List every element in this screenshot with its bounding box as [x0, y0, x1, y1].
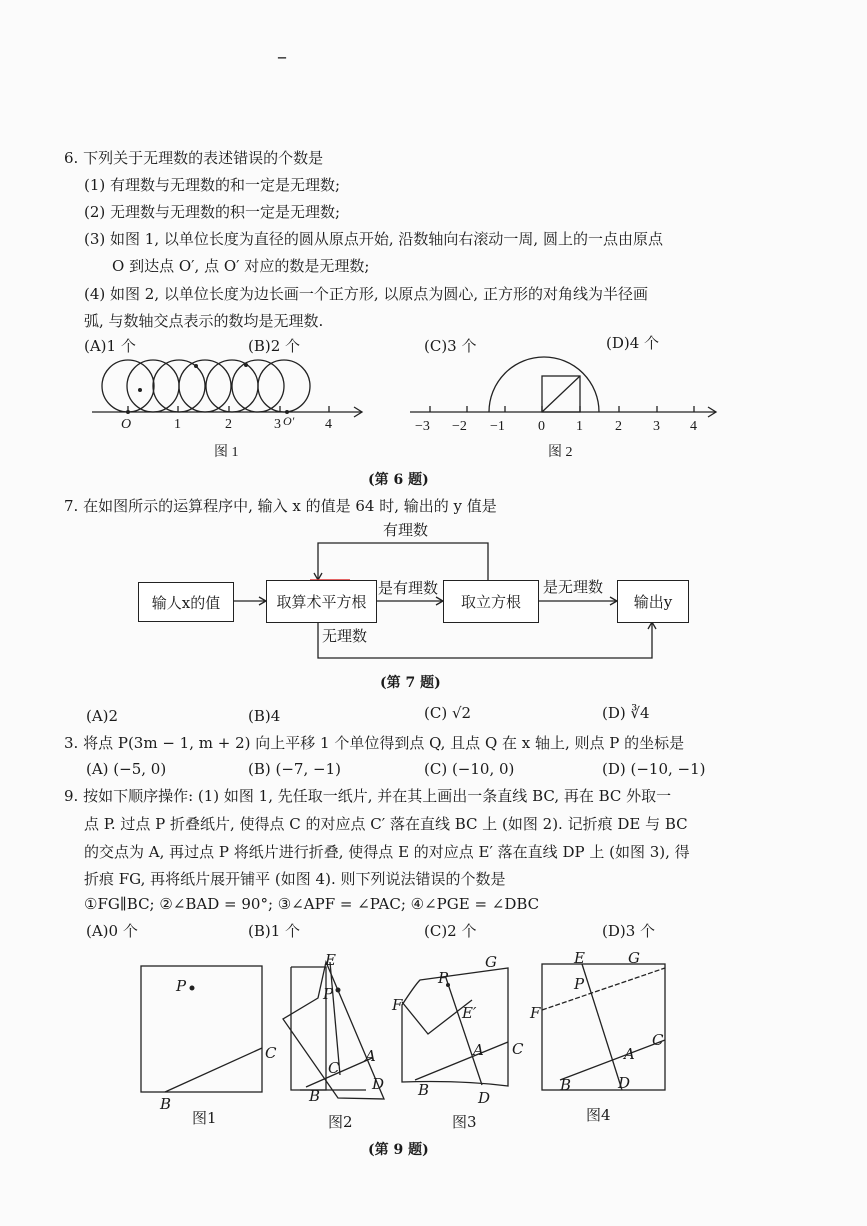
- q9-fig1-caption: 图1: [192, 1109, 217, 1127]
- q9-fig3-label-e-prime: E′: [462, 1004, 477, 1022]
- q9-fig1-paper: [141, 966, 262, 1092]
- q9-option-b[interactable]: (B)1 个: [248, 922, 301, 940]
- q6-label: (第 6 题): [368, 472, 429, 488]
- q9-fig3-crease-dp: [446, 978, 482, 1085]
- q6-option-b[interactable]: (B)2 个: [248, 337, 301, 355]
- q9-fig2-caption: 图2: [328, 1113, 353, 1131]
- q9-statements: ①FG∥BC; ②∠BAD = 90°; ③∠APF = ∠PAC; ④∠PGE = ∠DBC: [84, 895, 540, 913]
- q6-statement-2: (2) 无理数与无理数的积一定是无理数;: [84, 203, 341, 221]
- q9-fig4-label-f: F: [530, 1004, 541, 1022]
- flow-label-is-irrational: 是无理数: [543, 578, 604, 596]
- q9-fig2-label-a: A: [365, 1047, 376, 1065]
- fig2-tick: 3: [653, 419, 660, 434]
- q9-fig1-line-bc: [165, 1048, 262, 1092]
- fig1-tick-4: 4: [325, 417, 332, 432]
- q9-fig3-label-p: P: [438, 969, 449, 987]
- top-mark: –: [277, 44, 287, 68]
- fig1-caption: 图 1: [214, 445, 239, 460]
- fig1-tick-3: 3: [274, 417, 281, 432]
- q8-option-d[interactable]: (D) (−10, −1): [602, 760, 706, 778]
- fig1-tick-1: 1: [174, 417, 181, 432]
- q9-fig4-caption: 图4: [586, 1106, 611, 1124]
- q9-fig2-label-b: B: [309, 1087, 321, 1105]
- q9-fig2-label-c: C: [328, 1059, 340, 1077]
- q9-fig4-line-bc: [560, 1040, 665, 1080]
- fig2-tick: −2: [452, 419, 467, 434]
- flow-input-label: 输人x的值: [151, 593, 221, 612]
- q9-fig3-label-c: C: [512, 1040, 524, 1058]
- q9-line-4: 折痕 FG, 再将纸片展开铺平 (如图 4). 则下列说法错误的个数是: [84, 870, 506, 888]
- q6-statement-3a: (3) 如图 1, 以单位长度为直径的圆从原点开始, 沿数轴向右滚动一周, 圆上的一点由原点: [84, 230, 663, 248]
- q9-option-c[interactable]: (C)2 个: [424, 922, 477, 940]
- q9-fig1-label-b: B: [160, 1095, 172, 1113]
- q7-option-a[interactable]: (A)2: [86, 707, 119, 725]
- flow-sqrt-label: 取算术平方根: [276, 593, 367, 611]
- q9-fig4-label-g: G: [628, 949, 640, 967]
- q9-line-3: 的交点为 A, 再过点 P 将纸片进行折叠, 使得点 E 的对应点 E′ 落在直线 DP 上 (如图 3), 得: [84, 843, 690, 861]
- q6-statement-1: (1) 有理数与无理数的和一定是无理数;: [84, 176, 341, 194]
- q9-fig4-crease-fg: [542, 968, 665, 1010]
- flow-label-is-rational: 是有理数: [378, 579, 439, 597]
- fig1-tick-o: O: [121, 417, 132, 432]
- fig2-caption: 图 2: [548, 445, 573, 460]
- q9-fig2-point-p: [336, 988, 341, 993]
- q9-option-d[interactable]: (D)3 个: [602, 922, 656, 940]
- q7-option-c[interactable]: (C) √2: [424, 704, 472, 722]
- q9-fig3-label-d: D: [478, 1089, 491, 1107]
- q9-option-a[interactable]: (A)0 个: [86, 922, 138, 940]
- q9-fig4-label-d: D: [618, 1074, 631, 1092]
- q9-fig3-label-b: B: [418, 1081, 430, 1099]
- fig2-tick: 0: [538, 419, 545, 434]
- q9-line-2: 点 P. 过点 P 折叠纸片, 使得点 C 的对应点 C′ 落在直线 BC 上 (如图 2). 记折痕 DE 与 BC: [84, 815, 688, 833]
- q7-option-d[interactable]: (D) ∛4: [602, 704, 650, 722]
- q9-fig1-point-p: [190, 986, 195, 991]
- q8-stem: 3. 将点 P(3m − 1, m + 2) 向上平移 1 个单位得到点 Q, 且点 Q 在 x 轴上, 则点 P 的坐标是: [64, 734, 685, 752]
- q7-option-b[interactable]: (B)4: [248, 707, 281, 725]
- q9-fig4-label-c: C: [652, 1031, 664, 1049]
- flow-cbrt-label: 取立方根: [460, 593, 521, 611]
- q9-fig1-label-c: C: [265, 1044, 277, 1062]
- fig2-tick: 4: [690, 419, 697, 434]
- flow-output-label: 输出y: [633, 593, 673, 611]
- q9-fig3-paper: [402, 968, 508, 1086]
- q9-line-1: 9. 按如下顺序操作: (1) 如图 1, 先任取一纸片, 并在其上画出一条直线 BC, 再在 BC 外取一: [64, 787, 672, 805]
- fig2-tick: −1: [490, 419, 505, 434]
- fig1-tick-2: 2: [225, 417, 232, 432]
- q7-label: (第 7 题): [380, 675, 441, 691]
- q6-statement-3b: O 到达点 O′, 点 O′ 对应的数是无理数;: [112, 257, 370, 275]
- q9-fig2-label-d: D: [372, 1075, 385, 1093]
- q9-fig3-label-g: G: [485, 953, 497, 971]
- q9-fig3-label-a: A: [473, 1041, 484, 1059]
- fig2-tick: 2: [615, 419, 622, 434]
- q6-statement-4b: 弧, 与数轴交点表示的数均是无理数.: [84, 312, 324, 330]
- q8-option-b[interactable]: (B) (−7, −1): [248, 760, 341, 778]
- q9-fig1-label-p: P: [176, 977, 187, 995]
- q6-option-a[interactable]: (A)1 个: [84, 337, 136, 355]
- q9-fig2-label-e: E: [325, 951, 336, 969]
- fig1-tick-o-prime: O′: [283, 414, 295, 428]
- q9-fig3-caption: 图3: [452, 1113, 477, 1131]
- q9-fig4-label-p: P: [574, 975, 585, 993]
- fig2-tick: −3: [415, 419, 430, 434]
- q6-option-c[interactable]: (C)3 个: [424, 337, 477, 355]
- q9-fig4-label-a: A: [624, 1045, 635, 1063]
- q7-stem: 7. 在如图所示的运算程序中, 输入 x 的值是 64 时, 输出的 y 值是: [64, 497, 497, 515]
- q6-statement-4a: (4) 如图 2, 以单位长度为边长画一个正方形, 以原点为圆心, 正方形的对角线为半径画: [84, 285, 648, 303]
- q9-fig4-label-b: B: [560, 1076, 572, 1094]
- flow-label-rational-loop: 有理数: [383, 521, 429, 539]
- q6-option-d[interactable]: (D)4 个: [606, 334, 660, 352]
- q6-stem: 6. 下列关于无理数的表述错误的个数是: [64, 149, 324, 167]
- q9-fig4-paper: [542, 964, 665, 1090]
- q9-label: (第 9 题): [368, 1142, 429, 1158]
- q9-fig4-crease-de: [582, 964, 622, 1090]
- flow-label-irrational: 无理数: [322, 627, 368, 645]
- q8-option-a[interactable]: (A) (−5, 0): [86, 760, 167, 778]
- q8-option-c[interactable]: (C) (−10, 0): [424, 760, 515, 778]
- fig2-tick: 1: [576, 419, 583, 434]
- q9-fig2-folded: [283, 962, 384, 1099]
- q9-fig4-label-e: E: [574, 949, 585, 967]
- q9-fig2-label-p: P: [323, 985, 334, 1003]
- q9-fig3-label-f: F: [392, 996, 403, 1014]
